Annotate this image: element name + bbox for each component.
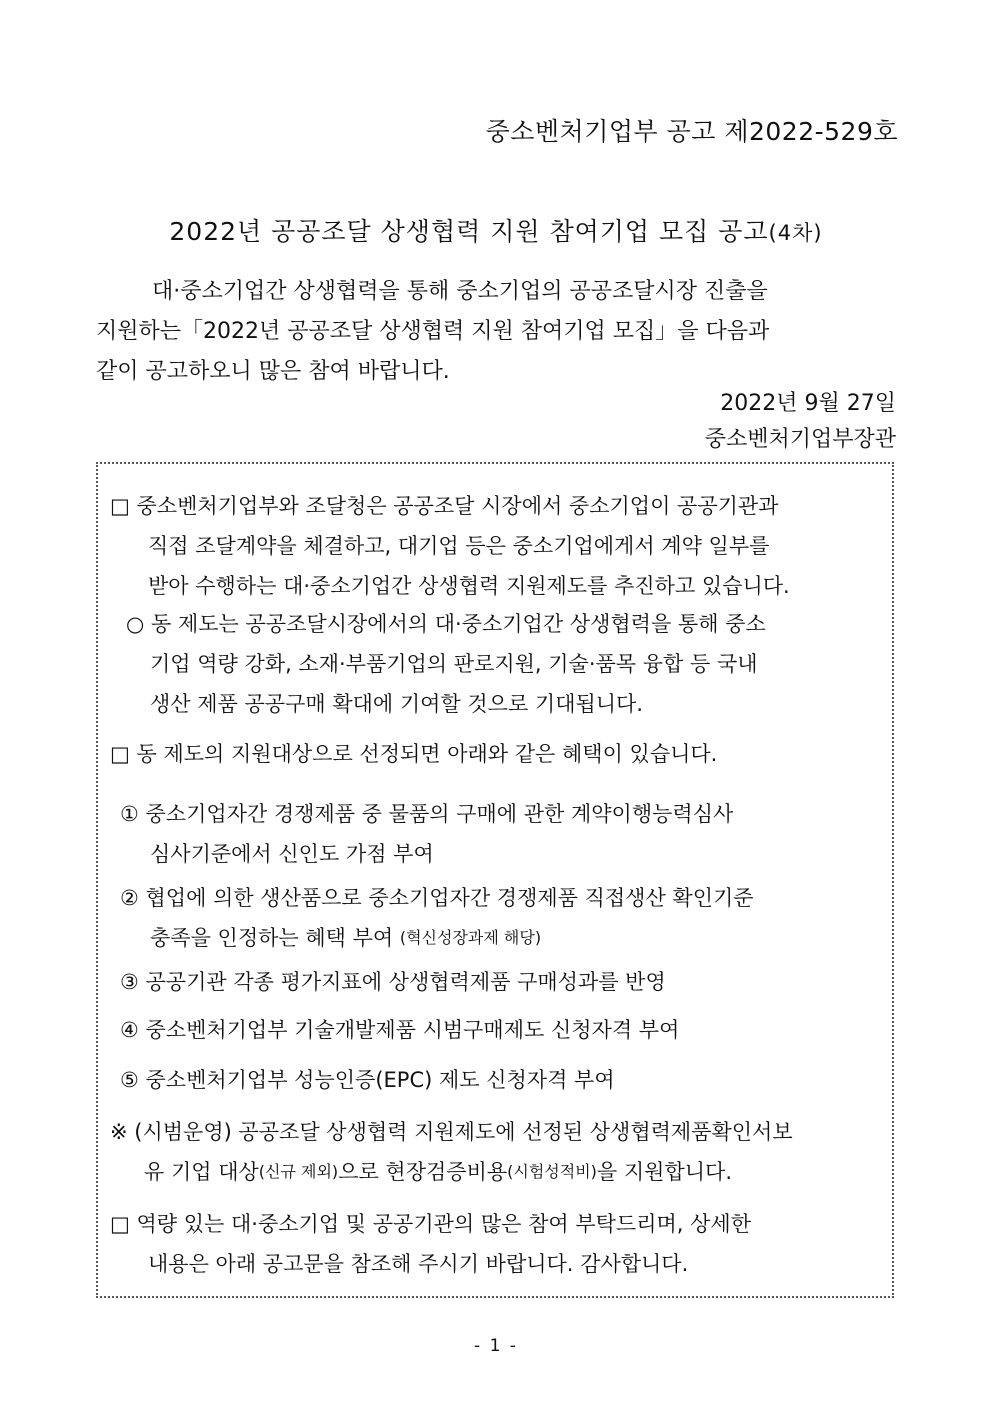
benefit-item-3 [120, 962, 884, 1002]
text-line: ○ 동 제도는 공공조달시장에서의 대·중소기업간 상생협력을 통해 중소 [126, 612, 766, 636]
paragraph-purpose [126, 604, 882, 724]
note-text: 을 지원합니다. [596, 1160, 732, 1184]
note-small: (신규 제외) [258, 1162, 339, 1181]
signatory: 중소벤처기업부장관 [704, 427, 896, 452]
text-line: □ 중소벤처기업부와 조달청은 공공조달 시장에서 중소기업이 공공기관과 [110, 494, 779, 518]
text-line: □ 역량 있는 대·중소기업 및 공공기관의 많은 참여 부탁드리며, 상세한 [110, 1212, 751, 1236]
text-line [120, 918, 884, 958]
text-line: ① 중소기업자간 경쟁제품 중 물품의 구매에 관한 계약이행능력심사 [120, 802, 734, 826]
text-line: 내용은 아래 공고문을 참조해 주시기 바랍니다. 감사합니다. [148, 1252, 689, 1276]
benefit-2-note: (혁신성장과제 해당) [399, 928, 542, 947]
text-line: ⑤ 중소벤처기업부 성능인증(EPC) 제도 신청자격 부여 [120, 1068, 615, 1092]
text-line: □ 동 제도의 지원대상으로 선정되면 아래와 같은 혜택이 있습니다. [110, 742, 718, 766]
intro-line: 대·중소기업간 상생협력을 통해 중소기업의 공공조달시장 진출을 [152, 279, 768, 304]
text-line: 심사기준에서 신인도 가점 부여 [150, 842, 434, 866]
benefit-item-5 [120, 1060, 884, 1100]
notice-title [96, 212, 896, 248]
note-text: 으로 현장검증비용 [338, 1160, 508, 1184]
text-line: 직접 조달계약을 체결하고, 대기업 등은 중소기업에게서 계약 일부를 [148, 534, 770, 558]
text-line: ※ (시범운영) 공공조달 상생협력 지원제도에 선정된 상생협력제품확인서보 [110, 1120, 793, 1144]
title-main: 2022년 공공조달 상생협력 지원 참여기업 모집 공고 [169, 217, 769, 246]
intro-paragraph [96, 272, 896, 392]
paragraph-closing [110, 1204, 886, 1284]
note-small: (시험성적비) [507, 1162, 597, 1181]
paragraph-benefits-intro [110, 734, 886, 774]
text-line [110, 1152, 886, 1192]
benefit-item-2 [120, 878, 884, 958]
intro-line: 같이 공고하오니 많은 참여 바랍니다. [96, 359, 450, 384]
summary-box [96, 462, 894, 1298]
page-number: - 1 - [474, 1336, 518, 1356]
benefit-item-1 [120, 794, 884, 874]
text-line: 받아 수행하는 대·중소기업간 상생협력 지원제도를 추진하고 있습니다. [148, 574, 790, 598]
paragraph-overview [110, 486, 886, 606]
text-line: ④ 중소벤처기업부 기술개발제품 시범구매제도 신청자격 부여 [120, 1018, 680, 1042]
pilot-note [110, 1112, 886, 1192]
benefit-2-text: 충족을 인정하는 혜택 부여 [150, 926, 394, 950]
intro-line: 지원하는「2022년 공공조달 상생협력 지원 참여기업 모집」을 다음과 [96, 319, 770, 344]
notice-date: 2022년 9월 27일 [720, 391, 896, 416]
text-line: ③ 공공기관 각종 평가지표에 상생협력제품 구매성과를 반영 [120, 970, 666, 994]
title-suffix: (4차) [768, 221, 823, 245]
text-line: ② 협업에 의한 생산품으로 중소기업자간 경쟁제품 직접생산 확인기준 [120, 886, 754, 910]
benefit-item-4 [120, 1010, 884, 1050]
note-text: 유 기업 대상 [144, 1160, 259, 1184]
text-line: 기업 역량 강화, 소재·부품기업의 판로지원, 기술·품목 융합 등 국내 [150, 652, 758, 676]
notice-number: 중소벤처기업부 공고 제2022-529호 [485, 117, 898, 146]
text-line: 생산 제품 공공구매 확대에 기여할 것으로 기대됩니다. [150, 692, 644, 716]
